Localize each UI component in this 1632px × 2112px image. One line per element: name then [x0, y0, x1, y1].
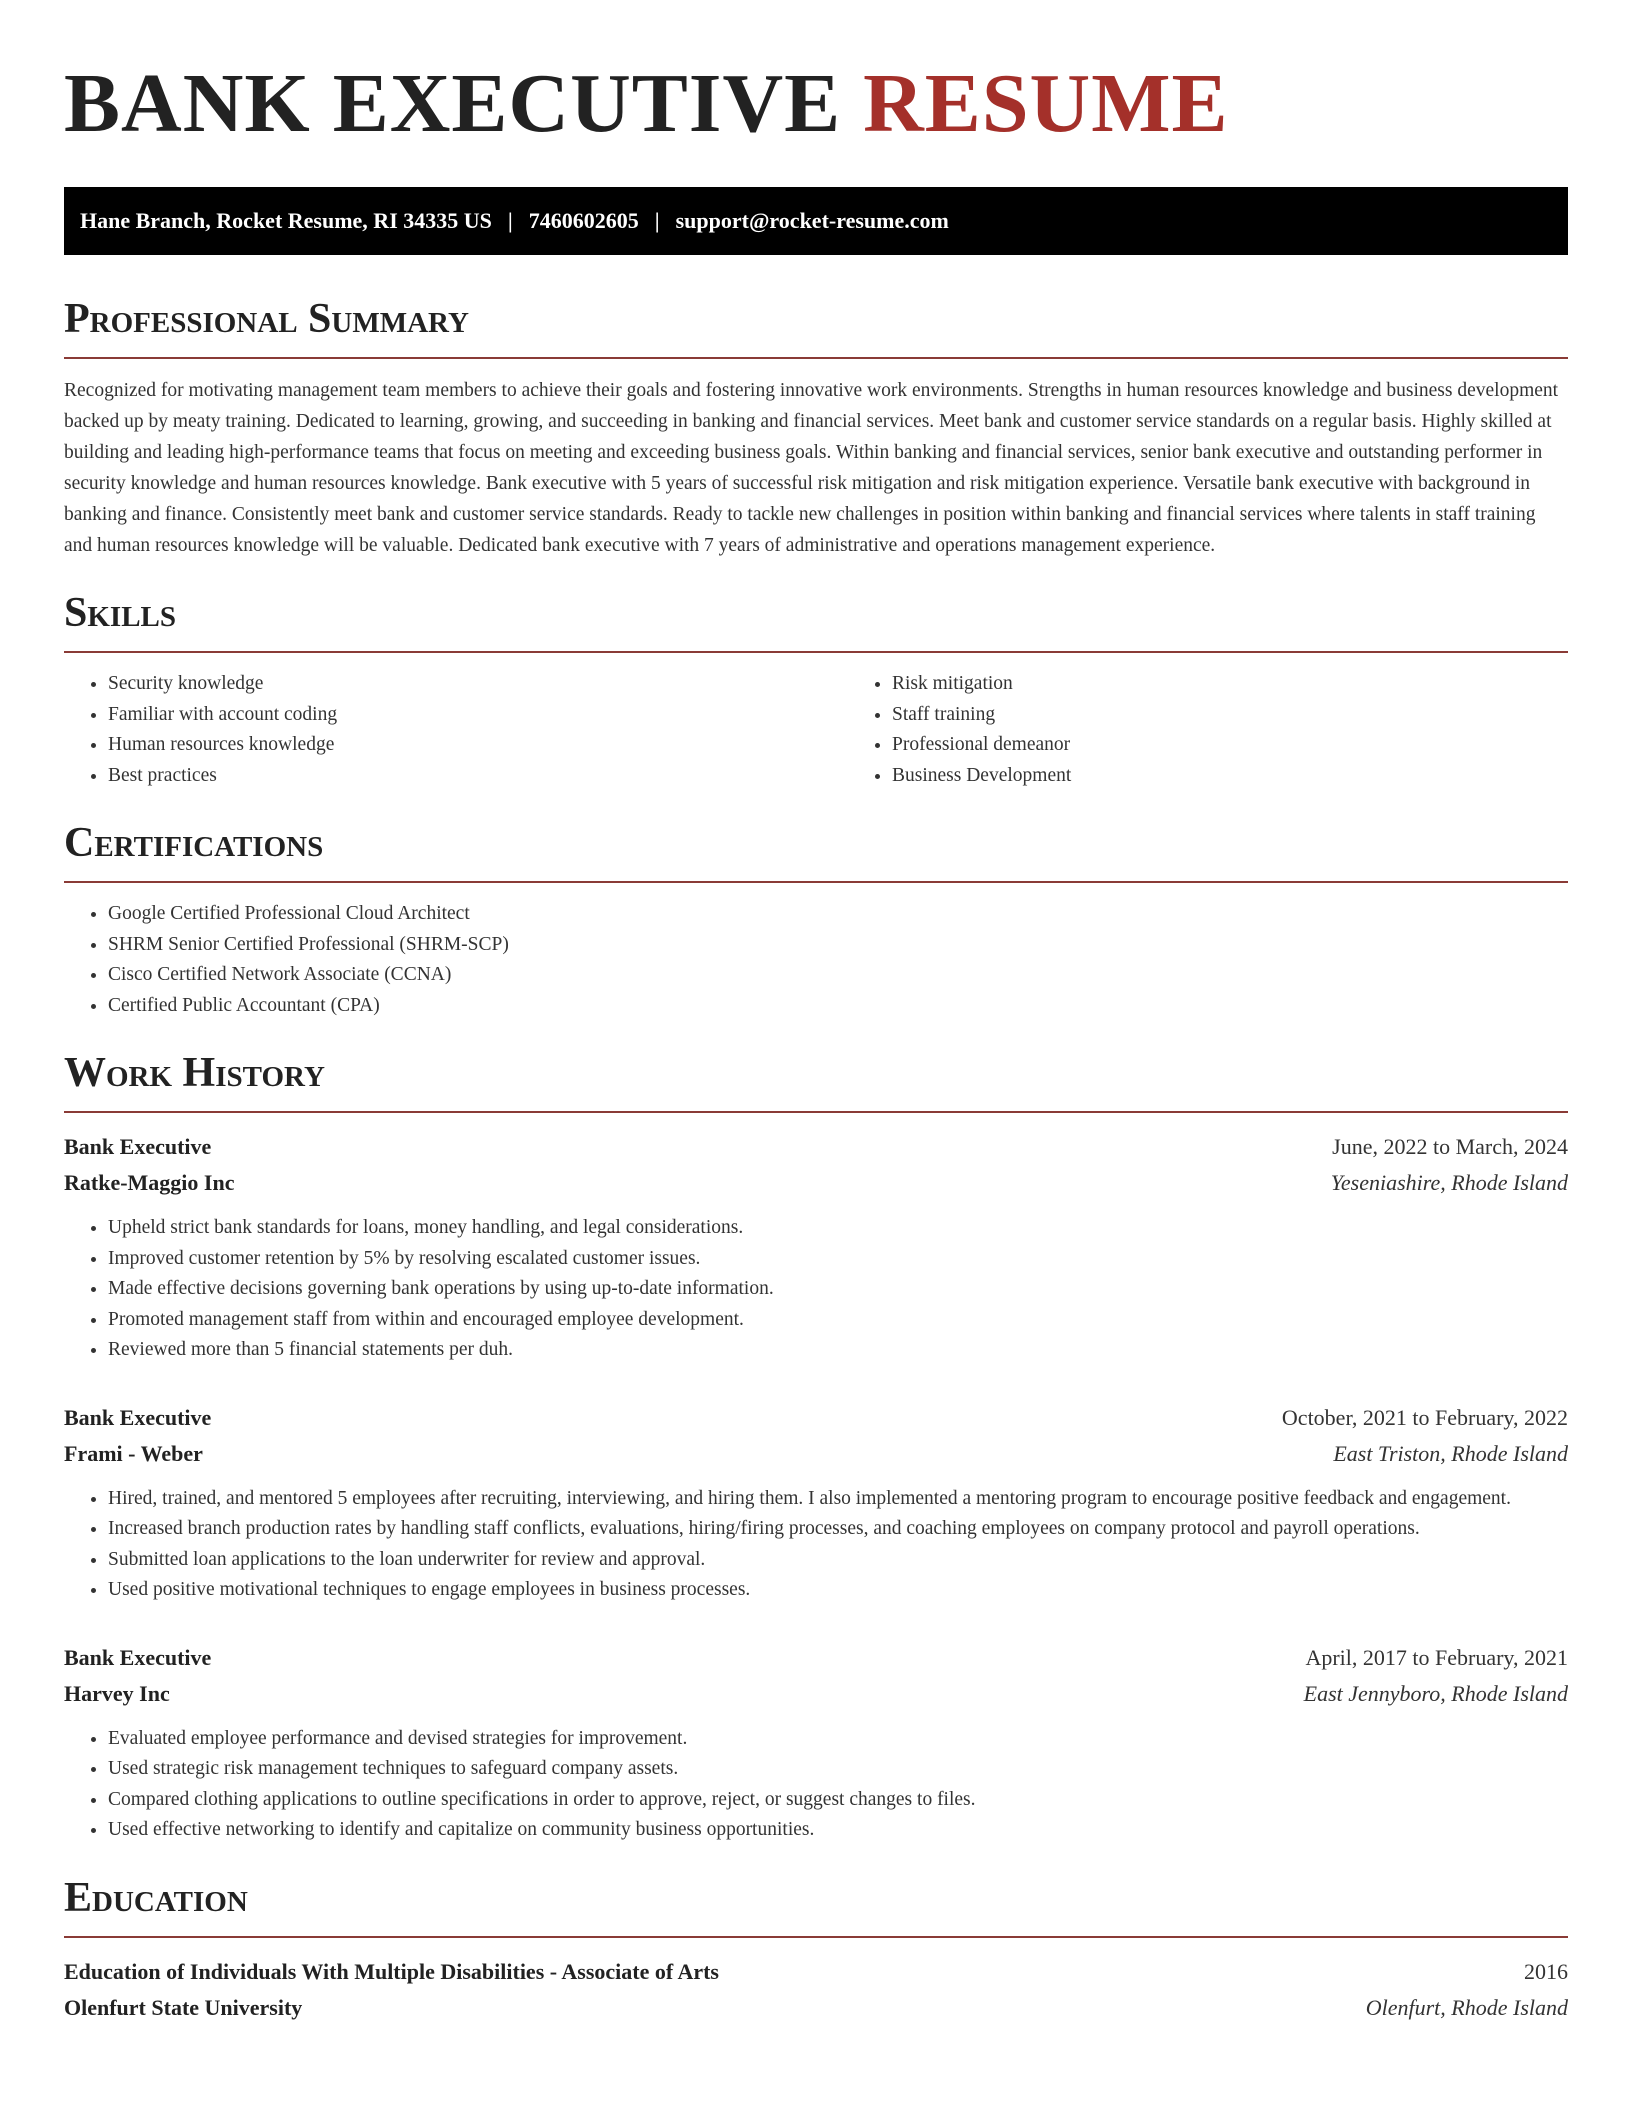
education-location: Olenfurt, Rhode Island — [1365, 1994, 1568, 2020]
title-main: BANK EXECUTIVE — [64, 57, 842, 150]
job-location: East Jennyboro, Rhode Island — [1303, 1680, 1568, 1706]
contact-address: Hane Branch, Rocket Resume, RI 34335 US — [80, 208, 492, 233]
job-bullet: • Improved customer retention by 5% by resolving escalated customer issues. — [108, 1244, 1568, 1275]
skill-item: • Staff training — [892, 700, 1632, 731]
job-dates: April, 2017 to February, 2021 — [1305, 1644, 1568, 1670]
education-entry — [64, 1954, 1568, 2026]
job-bullet: • Evaluated employee performance and devised strategies for improvement. — [108, 1724, 1568, 1755]
job-bullet: • Upheld strict bank standards for loans, money handling, and legal considerations. — [108, 1213, 1568, 1244]
job-company-row — [64, 1676, 1568, 1712]
certification-item: • SHRM Senior Certified Professional (SHRM-SCP) — [108, 930, 1568, 961]
contact-separator: | — [654, 208, 660, 233]
summary-heading: Professional Summary — [64, 293, 1568, 359]
job-bullets — [64, 1484, 1568, 1606]
job-company-row — [64, 1436, 1568, 1472]
job-bullet: • Reviewed more than 5 financial statements per duh. — [108, 1335, 1568, 1366]
skill-item: • Business Development — [892, 761, 1632, 792]
skills-section — [64, 587, 1568, 791]
contact-bar — [64, 187, 1568, 255]
skill-item: • Professional demeanor — [892, 730, 1632, 761]
job-entry — [64, 1400, 1568, 1606]
contact-email[interactable]: support@rocket-resume.com — [675, 208, 949, 233]
education-school-row — [64, 1990, 1568, 2026]
education-school: Olenfurt State University — [64, 1994, 303, 2020]
job-title: Bank Executive — [64, 1404, 212, 1430]
certification-item: • Certified Public Accountant (CPA) — [108, 991, 1568, 1022]
certification-item: • Cisco Certified Network Associate (CCNA) — [108, 960, 1568, 991]
skills-list-left — [64, 669, 848, 791]
education-degree: Education of Individuals With Multiple Disabilities - Associate of Arts — [64, 1958, 719, 1984]
skill-item: • Security knowledge — [108, 669, 848, 700]
job-header-row — [64, 1129, 1568, 1165]
job-dates: October, 2021 to February, 2022 — [1281, 1404, 1568, 1430]
certifications-list — [64, 899, 1568, 1021]
job-bullet: • Compared clothing applications to outline specifications in order to approve, reject, or suggest changes to files. — [108, 1785, 1568, 1816]
job-company: Harvey Inc — [64, 1680, 170, 1706]
skill-item: • Best practices — [108, 761, 848, 792]
summary-text: Recognized for motivating management team members to achieve their goals and fostering innovative work environments. Strengths in human resources knowledge and business development backed up by meaty training. Dedicated to learning, growing, and succeeding in banking and financial services. Meet bank and customer service standards on a regular basis. Highly skilled at building and leading high-performance teams that focus on meeting and exceeding business goals. Within banking and financial services, senior bank executive and outstanding performer in security knowledge and human resources knowledge. Bank executive with 5 years of successful risk mitigation and risk mitigation experience. Versatile bank executive with background in banking and finance. Consistently meet bank and customer service standards. Ready to tackle new challenges in position within banking and financial services where talents in staff training and human resources knowledge will be valuable. Dedicated bank executive with 7 years of administrative and operations management experience. — [64, 380, 1559, 556]
job-title: Bank Executive — [64, 1134, 212, 1159]
job-title: Bank Executive — [64, 1644, 212, 1670]
skill-item: • Human resources knowledge — [108, 730, 848, 761]
job-entry — [64, 1129, 1568, 1366]
job-company: Ratke-Maggio Inc — [64, 1170, 235, 1195]
education-section — [64, 1872, 1568, 2026]
education-degree-row — [64, 1954, 1568, 1990]
work-history-heading: Work History — [64, 1047, 1568, 1113]
job-header-row — [64, 1400, 1568, 1436]
job-location: East Triston, Rhode Island — [1333, 1440, 1568, 1466]
certifications-heading: Certifications — [64, 817, 1568, 883]
job-bullet: • Submitted loan applications to the loan underwriter for review and approval. — [108, 1545, 1568, 1576]
job-bullets — [64, 1213, 1568, 1366]
job-bullet: • Made effective decisions governing bank operations by using up-to-date information. — [108, 1274, 1568, 1305]
skills-heading: Skills — [64, 587, 1568, 653]
certification-item: • Google Certified Professional Cloud Architect — [108, 899, 1568, 930]
skill-item: • Familiar with account coding — [108, 700, 848, 731]
job-bullets — [64, 1724, 1568, 1846]
job-company-row — [64, 1165, 1568, 1201]
certifications-section — [64, 817, 1568, 1021]
education-year: 2016 — [1524, 1958, 1568, 1984]
job-company: Frami - Weber — [64, 1440, 203, 1466]
job-bullet: • Promoted management staff from within and encouraged employee development. — [108, 1305, 1568, 1336]
job-dates: June, 2022 to March, 2024 — [1332, 1134, 1568, 1159]
skills-list-right — [848, 669, 1632, 791]
education-heading: Education — [64, 1872, 1568, 1938]
job-bullet: • Increased branch production rates by handling staff conflicts, evaluations, hiring/firing processes, and coaching employees on company protocol and payroll operations. — [108, 1514, 1568, 1545]
job-bullet: • Used strategic risk management techniques to safeguard company assets. — [108, 1754, 1568, 1785]
job-location: Yeseniashire, Rhode Island — [1330, 1170, 1568, 1195]
title-accent: RESUME — [863, 57, 1229, 150]
job-entry — [64, 1640, 1568, 1846]
summary-section — [64, 293, 1568, 561]
work-history-section — [64, 1047, 1568, 1846]
skill-item: • Risk mitigation — [892, 669, 1632, 700]
resume-title — [64, 0, 1568, 152]
job-bullet: • Hired, trained, and mentored 5 employees after recruiting, interviewing, and hiring them. I also implemented a mentoring program to encourage positive feedback and engagement. — [108, 1484, 1568, 1515]
job-bullet: • Used positive motivational techniques to engage employees in business processes. — [108, 1575, 1568, 1606]
contact-separator: | — [507, 208, 513, 233]
contact-phone[interactable]: 7460602605 — [528, 208, 639, 233]
skills-grid — [64, 653, 1568, 791]
job-bullet: • Used effective networking to identify and capitalize on community business opportunities. — [108, 1815, 1568, 1846]
job-header-row — [64, 1640, 1568, 1676]
